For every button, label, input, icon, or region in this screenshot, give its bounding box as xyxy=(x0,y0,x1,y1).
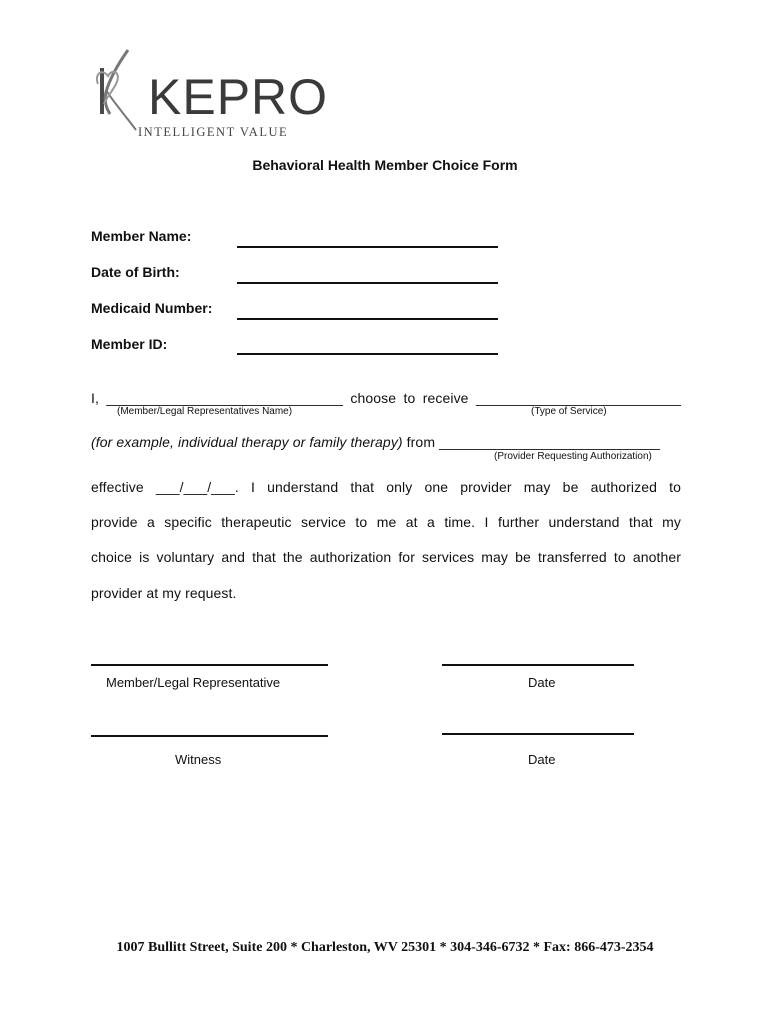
statement-prefix: I, xyxy=(91,390,107,406)
statement-line-1 xyxy=(91,390,681,406)
paragraph-line-4: provider at my request. xyxy=(91,585,237,601)
paragraph-line-2: provide a specific therapeutic service to me at a time. I further understand that my xyxy=(91,514,681,530)
witness-date-label: Date xyxy=(528,752,556,767)
logo-tagline: INTELLIGENT VALUE xyxy=(138,125,289,139)
service-type-blank[interactable]: __________________________ xyxy=(475,390,681,406)
member-name-line[interactable] xyxy=(237,246,498,248)
medicaid-number-line[interactable] xyxy=(237,318,498,320)
member-date-label: Date xyxy=(528,675,556,690)
caption-service-type: (Type of Service) xyxy=(531,406,607,417)
member-name-blank[interactable]: ______________________________ xyxy=(106,390,343,406)
from-text: from xyxy=(402,434,440,450)
footer-address: 1007 Bullitt Street, Suite 200 * Charleston, WV 25301 * 304-346-6732 * Fax: 866-473-2354 xyxy=(116,940,654,955)
witness-date-line[interactable] xyxy=(442,733,634,735)
kepro-logo xyxy=(88,44,329,140)
witness-signature-line[interactable] xyxy=(91,735,328,737)
member-signature-line[interactable] xyxy=(91,664,328,666)
member-date-line[interactable] xyxy=(442,664,634,666)
caption-provider: (Provider Requesting Authorization) xyxy=(494,451,652,462)
member-signature-label: Member/Legal Representative xyxy=(106,675,281,690)
example-text: (for example, individual therapy or family therapy) xyxy=(91,434,403,450)
caption-member-name: (Member/Legal Representatives Name) xyxy=(117,406,293,417)
statement-choose: choose to receive xyxy=(342,390,476,406)
paragraph-line-1: effective ___/___/___. I understand that only one provider may be authorized to xyxy=(91,479,681,495)
member-name-label: Member Name: xyxy=(91,228,192,244)
medicaid-number-label: Medicaid Number: xyxy=(91,300,213,316)
statement-line-2 xyxy=(91,434,681,450)
logo-brand: KEPRO xyxy=(148,69,329,125)
member-id-line[interactable] xyxy=(237,353,498,355)
kepro-logo-mark xyxy=(88,44,329,140)
provider-blank[interactable]: ____________________________ xyxy=(439,434,660,450)
form-title: Behavioral Health Member Choice Form xyxy=(252,157,518,173)
witness-label: Witness xyxy=(175,752,222,767)
date-of-birth-label: Date of Birth: xyxy=(91,264,180,280)
member-id-label: Member ID: xyxy=(91,336,168,352)
date-of-birth-line[interactable] xyxy=(237,282,498,284)
paragraph-line-3: choice is voluntary and that the authorization for services may be transferred to another xyxy=(91,549,681,565)
